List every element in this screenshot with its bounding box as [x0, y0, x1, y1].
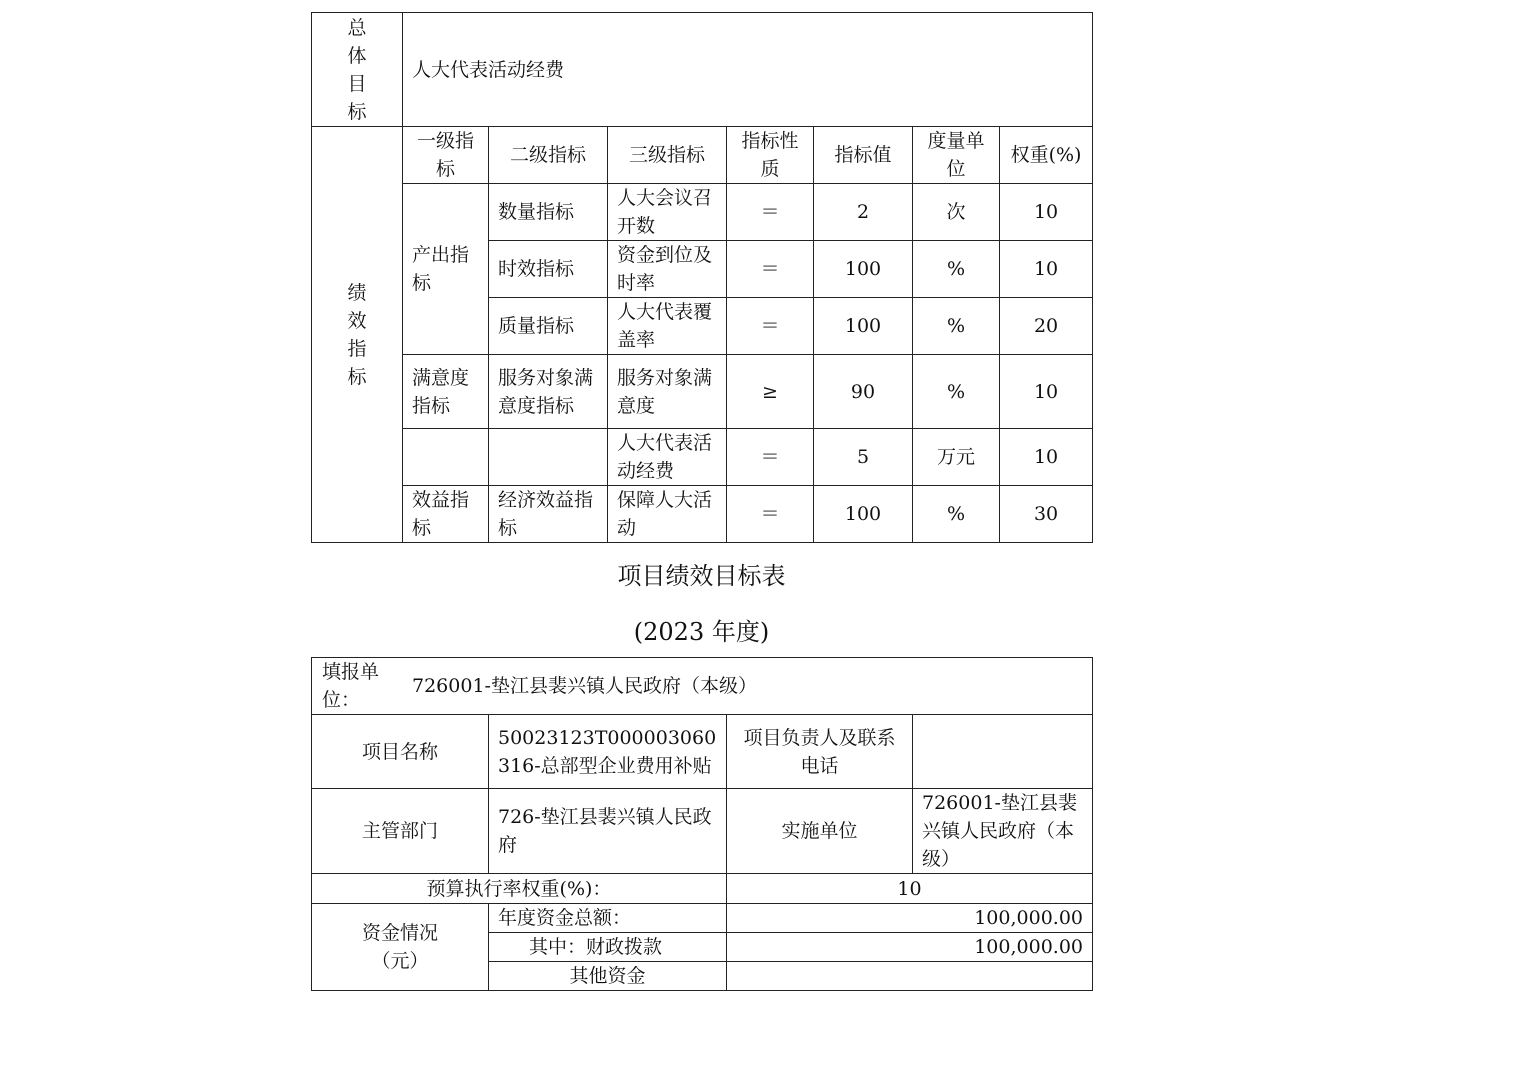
reporting-unit-label: 填报单位：: [322, 661, 380, 711]
level3-cell: 保障人大活动: [608, 486, 727, 543]
other-funds-label: 其他资金: [489, 962, 727, 991]
header-level3: 三级指标: [608, 127, 727, 184]
nature-cell: ＝: [727, 241, 814, 298]
weight-cell: 10: [1000, 429, 1093, 486]
level2-cell: 时效指标: [489, 241, 608, 298]
unit-cell: 次: [913, 184, 1000, 241]
table-row: [312, 355, 1093, 429]
funds-label: 资金情况（元）: [312, 904, 489, 991]
header-weight: 权重(%): [1000, 127, 1093, 184]
unit-cell: %: [913, 298, 1000, 355]
level2-cell: 服务对象满意度指标: [489, 355, 608, 429]
nature-cell: ≥: [727, 355, 814, 429]
level3-cell: 人大代表覆盖率: [608, 298, 727, 355]
header-unit: 度量单位: [913, 127, 1000, 184]
header-nature: 指标性质: [727, 127, 814, 184]
weight-cell: 10: [1000, 184, 1093, 241]
overall-goal-label: 总体目标: [312, 13, 403, 127]
unit-cell: 万元: [913, 429, 1000, 486]
project-name-label: 项目名称: [312, 715, 489, 789]
weight-cell: 30: [1000, 486, 1093, 543]
level1-cell: 满意度指标: [403, 355, 489, 429]
document-year: (2023 年度): [633, 618, 770, 646]
level3-cell: 资金到位及时率: [608, 241, 727, 298]
unit-cell: %: [913, 486, 1000, 543]
project-name-value: 50023123T000003060316-总部型企业费用补贴: [489, 715, 727, 789]
level2-cell: 质量指标: [489, 298, 608, 355]
level2-cell: [489, 429, 608, 486]
value-cell: 2: [814, 184, 913, 241]
level2-cell: 数量指标: [489, 184, 608, 241]
dept-label: 主管部门: [312, 789, 489, 874]
annual-total-label: 年度资金总额：: [489, 904, 727, 933]
unit-cell: %: [913, 241, 1000, 298]
level1-cell: [403, 429, 489, 486]
contact-label: 项目负责人及联系电话: [727, 715, 913, 789]
weight-cell: 20: [1000, 298, 1093, 355]
other-funds-value: [727, 962, 1093, 991]
table-row: [312, 184, 1093, 241]
reporting-unit-row: [312, 658, 1093, 715]
annual-total-value: 100,000.00: [727, 904, 1093, 933]
weight-cell: 10: [1000, 241, 1093, 298]
budget-weight-label: 预算执行率权重(%)：: [312, 874, 727, 904]
table-row: [312, 429, 1093, 486]
weight-cell: 10: [1000, 355, 1093, 429]
unit-cell: %: [913, 355, 1000, 429]
level2-cell: 经济效益指标: [489, 486, 608, 543]
nature-cell: ＝: [727, 184, 814, 241]
contact-value: [913, 715, 1093, 789]
value-cell: 90: [814, 355, 913, 429]
level3-cell: 人大会议召开数: [608, 184, 727, 241]
level3-cell: 服务对象满意度: [608, 355, 727, 429]
nature-cell: ＝: [727, 429, 814, 486]
fiscal-value: 100,000.00: [727, 933, 1093, 962]
level1-cell: 效益指标: [403, 486, 489, 543]
table-row: [312, 486, 1093, 543]
performance-indicator-table: [311, 12, 1093, 543]
reporting-unit-value: 726001-垫江县裴兴镇人民政府（本级）: [412, 675, 757, 697]
level1-cell: 产出指标: [403, 184, 489, 355]
dept-value: 726-垫江县裴兴镇人民政府: [489, 789, 727, 874]
header-value: 指标值: [814, 127, 913, 184]
overall-goal-text: 人大代表活动经费: [403, 13, 1093, 127]
indicators-label: 绩效指标: [312, 127, 403, 543]
nature-cell: ＝: [727, 486, 814, 543]
fiscal-label: 其中：财政拨款: [489, 933, 727, 962]
header-level2: 二级指标: [489, 127, 608, 184]
value-cell: 5: [814, 429, 913, 486]
impl-label: 实施单位: [727, 789, 913, 874]
value-cell: 100: [814, 241, 913, 298]
nature-cell: ＝: [727, 298, 814, 355]
budget-weight-value: 10: [727, 874, 1093, 904]
project-info-table: [311, 657, 1093, 991]
header-level1: 一级指标: [403, 127, 489, 184]
value-cell: 100: [814, 298, 913, 355]
impl-value: 726001-垫江县裴兴镇人民政府（本级）: [913, 789, 1093, 874]
document-title: 项目绩效目标表: [617, 562, 786, 590]
level3-cell: 人大代表活动经费: [608, 429, 727, 486]
value-cell: 100: [814, 486, 913, 543]
